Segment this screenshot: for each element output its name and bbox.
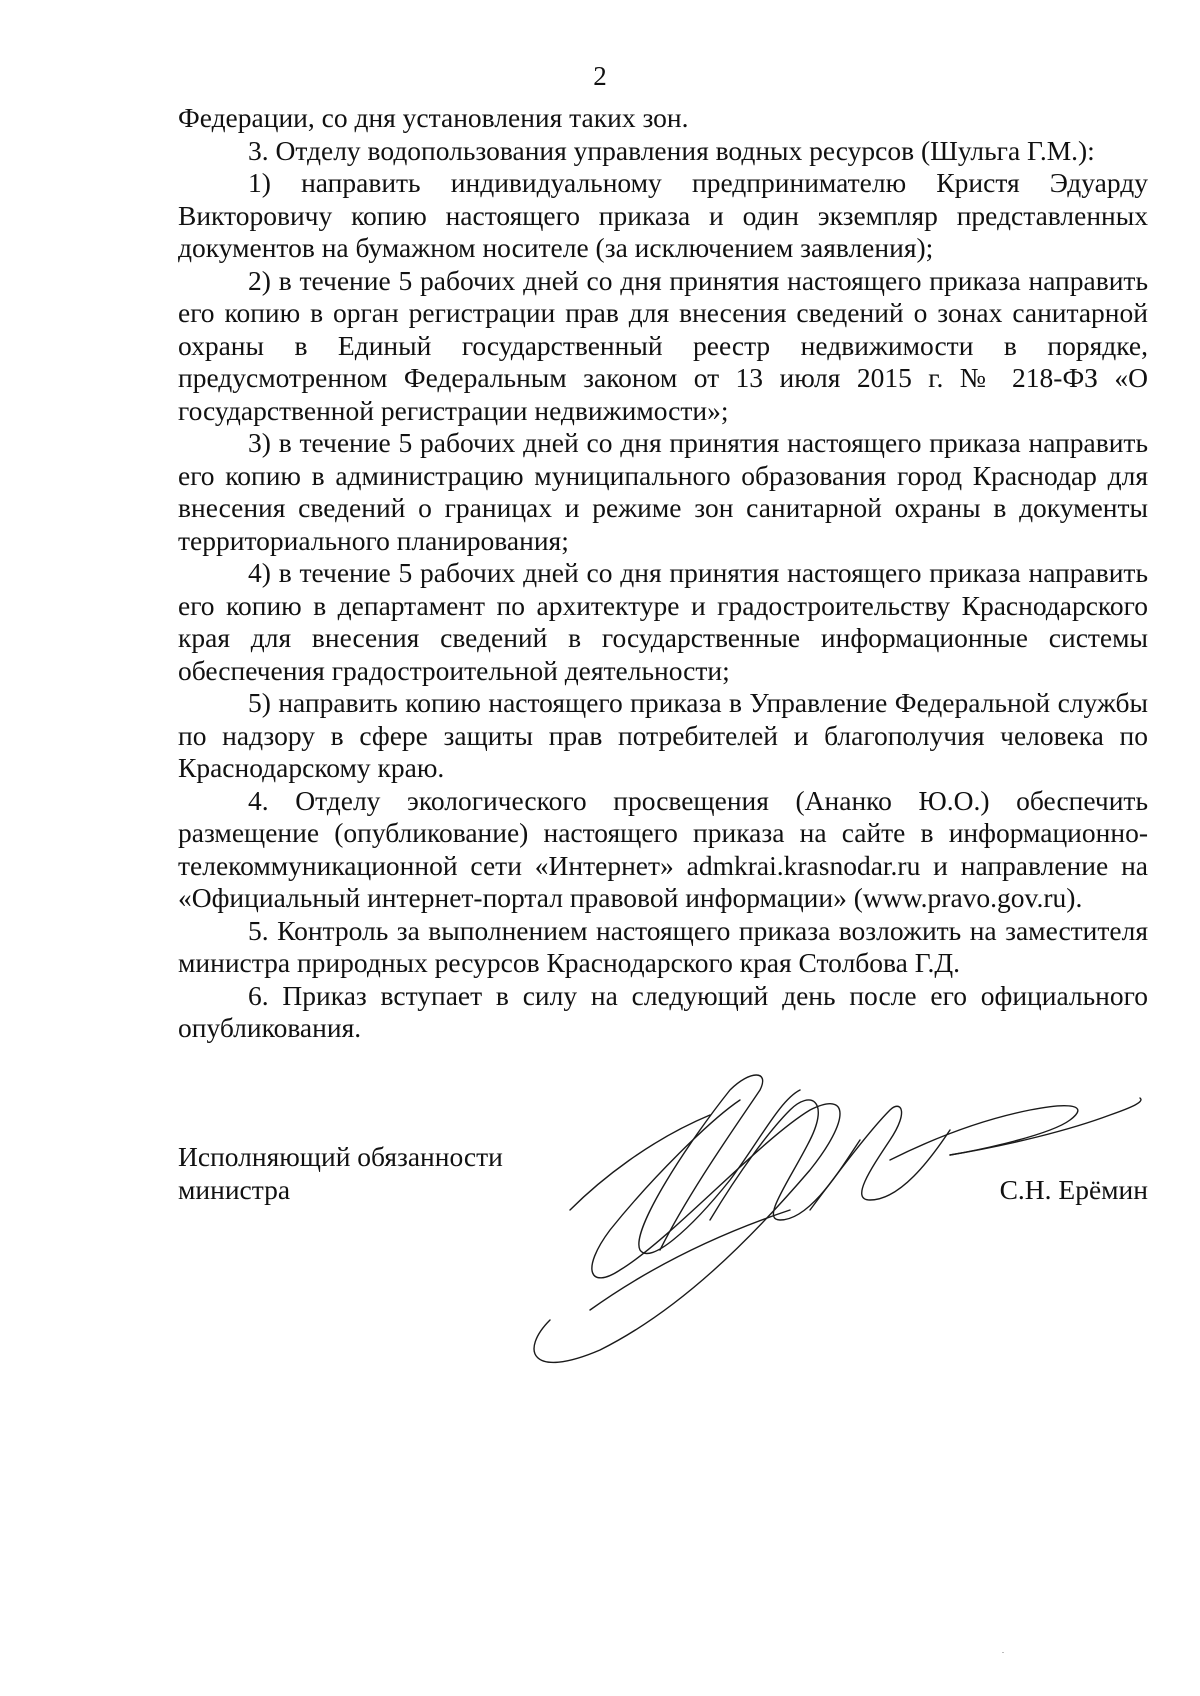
paragraph-item-6: 6. Приказ вступает в силу на следующий день после его официального опубликования. [178, 979, 1148, 1043]
signatory-position [178, 1140, 503, 1206]
paragraph-item-4: 4. Отделу экологического просвещения (Ананко Ю.О.) обеспечить размещение (опубликование) настоящего приказа на сайте в информационно-телекоммуникационной сети «Интернет» admkrai.krasnodar.ru и направление на «Официальный интернет-портал правовой информации» (www.pravo.gov.ru). [178, 784, 1148, 913]
paragraph-subitem-2: 2) в течение 5 рабочих дней со дня принятия настоящего приказа направить его копию в орган регистрации прав для внесения сведений о зонах санитарной охраны в Единый государственный реестр недвижимости в порядке, предусмотренном Федеральным законом от 13 июля 2015 г. № 218-ФЗ «О государственной регистрации недвижимости»; [178, 264, 1148, 426]
paragraph-continuation: Федерации, со дня установления таких зон. [178, 102, 689, 133]
paragraph-subitem-3: 3) в течение 5 рабочих дней со дня принятия настоящего приказа направить его копию в администрацию муниципального образования город Краснодар для внесения сведений о границах и режиме зон санитарной охраны в документы территориального планирования; [178, 427, 1148, 556]
handwritten-signature [510, 1060, 1150, 1380]
paragraph-item-5: 5. Контроль за выполнением настоящего приказа возложить на заместителя министра природных ресурсов Краснодарского края Столбова Г.Д. [178, 914, 1148, 978]
scan-speck [1002, 1652, 1004, 1653]
paragraph-subitem-4: 4) в течение 5 рабочих дней со дня принятия настоящего приказа направить его копию в департамент по архитектуре и градостроительству Краснодарского края для внесения сведений в государственные информационные системы обеспечения градостроительной деятельности; [178, 557, 1148, 686]
paragraph-subitem-1: 1) направить индивидуальному предпринимателю Кристя Эдуарду Викторовичу копию настоящего приказа и один экземпляр представленных документов на бумажном носителе (за исключением заявления); [178, 167, 1148, 263]
signatory-position-line1: Исполняющий обязанности [178, 1141, 503, 1172]
paragraph-subitem-5: 5) направить копию настоящего приказа в Управление Федеральной службы по надзору в сфере защиты прав потребителей и благополучия человека по Краснодарскому краю. [178, 687, 1148, 783]
document-body [178, 102, 1148, 1045]
signatory-position-line2: министра [178, 1174, 291, 1205]
page-number: 2 [593, 61, 607, 91]
paragraph-item-3: 3. Отделу водопользования управления водных ресурсов (Шульга Г.М.): [248, 134, 1095, 166]
signatory-name: С.Н. Ерёмин [999, 1174, 1148, 1205]
